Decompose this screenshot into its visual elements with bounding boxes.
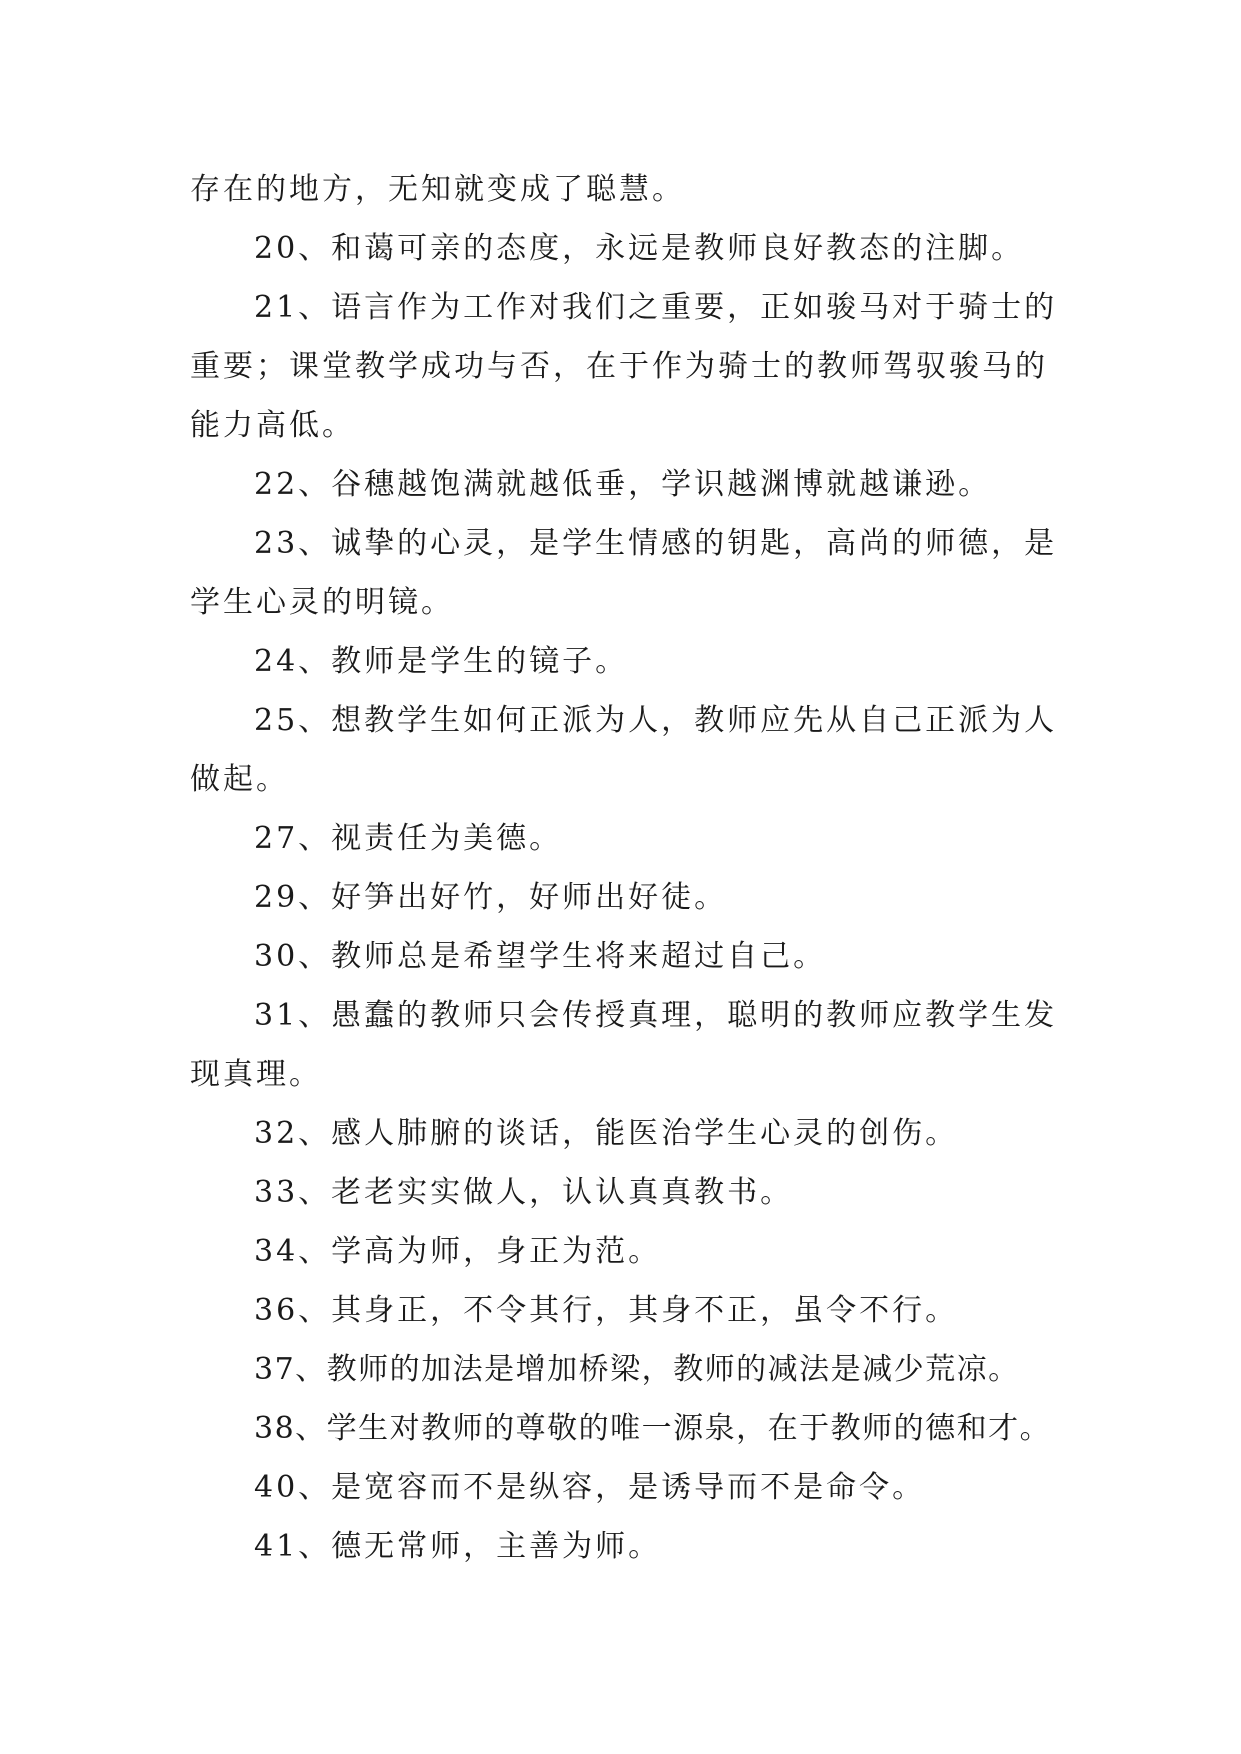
text-line: 30、教师总是希望学生将来超过自己。 — [254, 939, 827, 974]
text-line: 31、愚蠢的教师只会传授真理，聪明的教师应教学生发 — [254, 998, 1058, 1033]
text-line: 25、想教学生如何正派为人，教师应先从自己正派为人 — [254, 703, 1058, 738]
text-line: 27、视责任为美德。 — [254, 821, 563, 856]
text-line: 34、学高为师，身正为范。 — [254, 1234, 662, 1269]
text-line: 23、诚挚的心灵，是学生情感的钥匙，高尚的师德，是 — [254, 526, 1058, 561]
text-line: 现真理。 — [190, 1057, 322, 1092]
text-line: 学生心灵的明镜。 — [190, 585, 454, 620]
text-line: 21、语言作为工作对我们之重要，正如骏马对于骑士的 — [254, 290, 1058, 325]
text-line: 能力高低。 — [190, 408, 355, 443]
text-line: 22、谷穗越饱满就越低垂，学识越渊博就越谦逊。 — [254, 467, 992, 502]
text-line: 33、老老实实做人，认认真真教书。 — [254, 1175, 794, 1210]
text-line: 存在的地方，无知就变成了聪慧。 — [190, 172, 685, 207]
text-line: 做起。 — [190, 762, 289, 797]
text-line: 41、德无常师，主善为师。 — [254, 1529, 662, 1564]
text-line: 32、感人肺腑的谈话，能医治学生心灵的创伤。 — [254, 1116, 959, 1151]
text-line: 37、教师的加法是增加桥梁，教师的减法是减少荒凉。 — [254, 1352, 1020, 1387]
text-line: 36、其身正，不令其行，其身不正，虽令不行。 — [254, 1293, 959, 1328]
text-line: 20、和蔼可亲的态度，永远是教师良好教态的注脚。 — [254, 231, 1025, 266]
text-line: 24、教师是学生的镜子。 — [254, 644, 629, 679]
text-line: 40、是宽容而不是纵容，是诱导而不是命令。 — [254, 1470, 926, 1505]
text-line: 29、好笋出好竹，好师出好徒。 — [254, 880, 728, 915]
text-line: 38、学生对教师的尊敬的唯一源泉，在于教师的德和才。 — [254, 1411, 1052, 1446]
document-body — [190, 160, 1070, 1576]
text-line: 重要；课堂教学成功与否，在于作为骑士的教师驾驭骏马的 — [190, 349, 1048, 384]
